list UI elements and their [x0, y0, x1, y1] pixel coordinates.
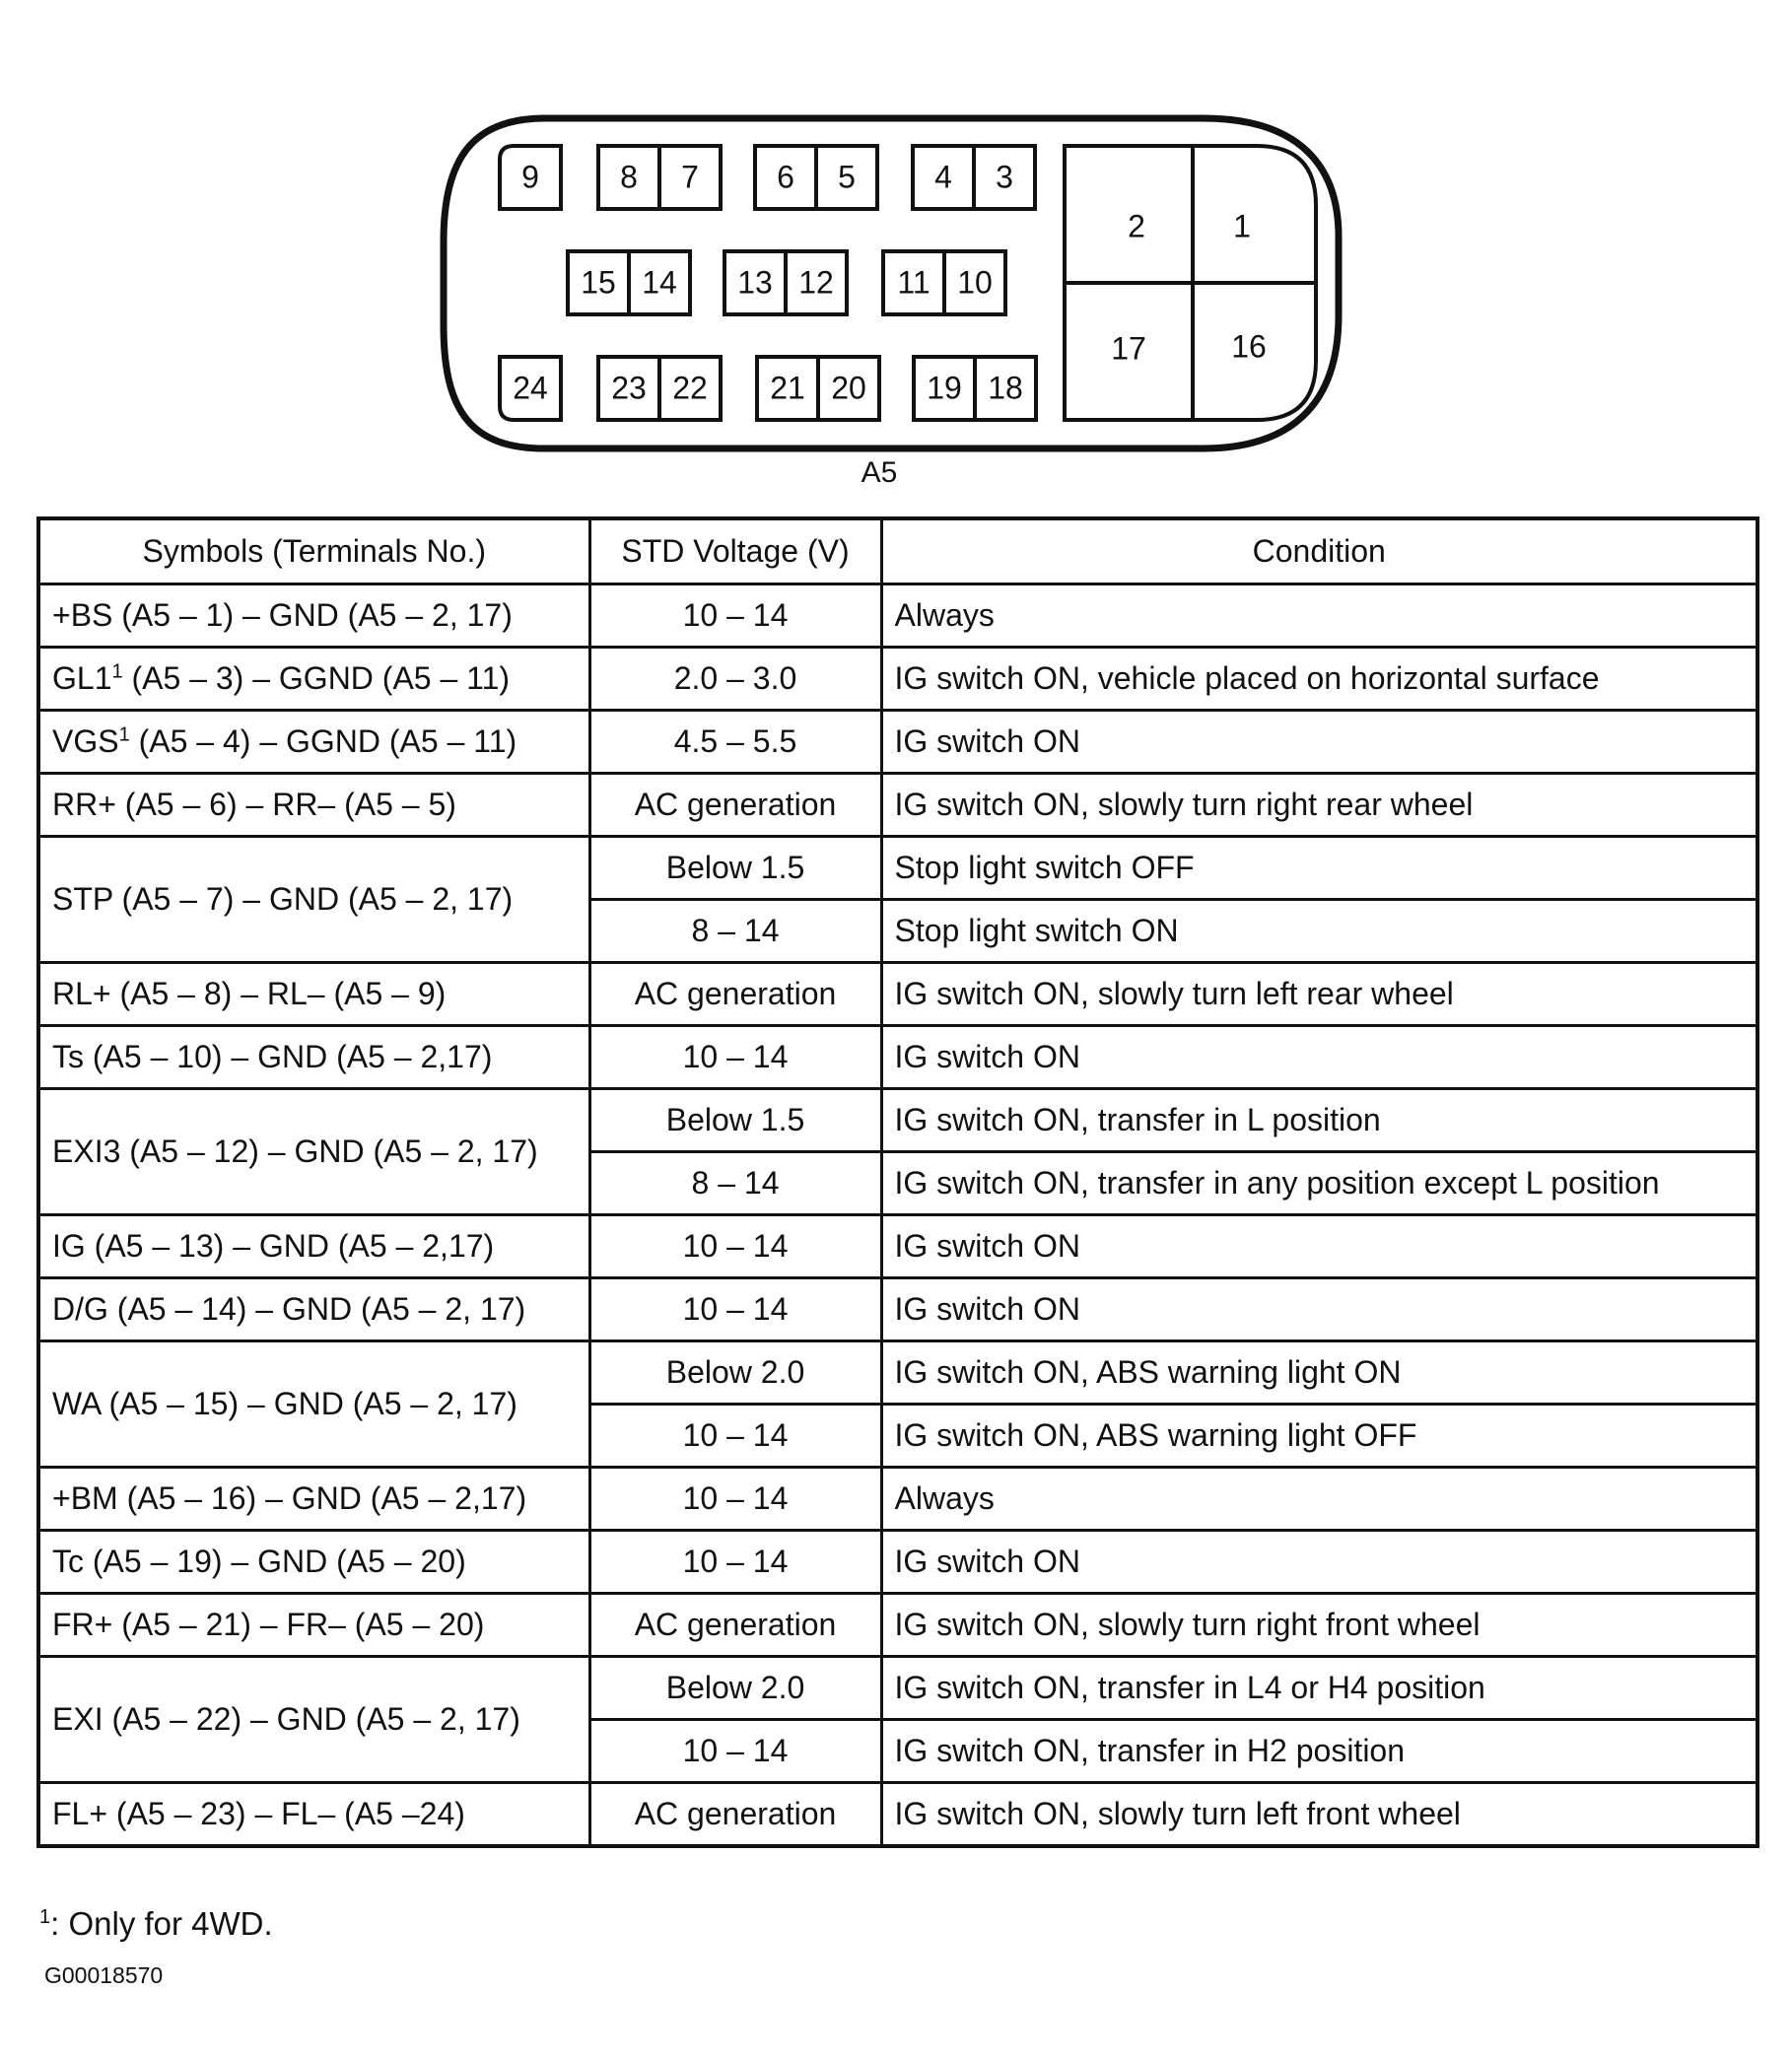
cell-condition: IG switch ON, ABS warning light ON — [881, 1341, 1758, 1405]
terminal-label-17: 17 — [1111, 330, 1146, 367]
terminal-label-23: 23 — [611, 370, 647, 406]
terminal-label-12: 12 — [798, 264, 834, 301]
figure-id: G00018570 — [44, 1962, 164, 1988]
terminal-label-22: 22 — [672, 370, 708, 406]
cell-symbol — [38, 837, 589, 963]
header-symbols: Symbols (Terminals No.) — [38, 518, 589, 584]
terminal-label-13: 13 — [737, 264, 773, 301]
terminal-label-7: 7 — [681, 159, 699, 195]
cell-condition: Always — [881, 584, 1758, 648]
terminal-label-4: 4 — [934, 159, 952, 195]
table-row — [38, 1089, 1758, 1152]
table-row — [38, 584, 1758, 648]
cell-condition: IG switch ON — [881, 711, 1758, 774]
connector-a5-diagram — [0, 0, 1792, 493]
cell-condition: IG switch ON, slowly turn left front wheel — [881, 1783, 1758, 1847]
cell-symbol — [38, 1026, 589, 1089]
cell-std-voltage: 10 – 14 — [589, 1215, 881, 1278]
symbol-text: VGS — [52, 723, 119, 759]
terminal-label-1: 1 — [1233, 208, 1251, 244]
table-row — [38, 1278, 1758, 1341]
cell-std-voltage: 10 – 14 — [589, 1026, 881, 1089]
cell-symbol — [38, 1089, 589, 1215]
terminal-voltage-table — [36, 516, 1759, 1848]
cell-symbol — [38, 1341, 589, 1468]
cell-symbol — [38, 1657, 589, 1783]
symbol-text: FL+ (A5 – 23) – FL– (A5 –24) — [52, 1796, 465, 1831]
terminal-label-3: 3 — [996, 159, 1013, 195]
symbol-text: +BS (A5 – 1) – GND (A5 – 2, 17) — [52, 597, 513, 633]
terminal-label-15: 15 — [581, 264, 616, 301]
footnote-marker: 1 — [39, 1906, 51, 1928]
table-row — [38, 1215, 1758, 1278]
cell-condition: IG switch ON, vehicle placed on horizontal surface — [881, 648, 1758, 711]
terminal-label-18: 18 — [988, 370, 1023, 406]
terminal-label-2: 2 — [1128, 208, 1145, 244]
cell-symbol — [38, 963, 589, 1026]
terminal-label-6: 6 — [777, 159, 794, 195]
cell-std-voltage: Below 1.5 — [589, 1089, 881, 1152]
symbol-text: RR+ (A5 – 6) – RR– (A5 – 5) — [52, 787, 456, 822]
terminal-label-5: 5 — [838, 159, 856, 195]
symbol-text: WA (A5 – 15) – GND (A5 – 2, 17) — [52, 1386, 517, 1421]
table-row — [38, 774, 1758, 837]
cell-symbol — [38, 1783, 589, 1847]
cell-condition: IG switch ON, transfer in L position — [881, 1089, 1758, 1152]
cell-condition: Always — [881, 1468, 1758, 1531]
symbol-text: Ts (A5 – 10) – GND (A5 – 2,17) — [52, 1039, 493, 1074]
cell-std-voltage: 10 – 14 — [589, 1468, 881, 1531]
cell-std-voltage: 4.5 – 5.5 — [589, 711, 881, 774]
terminal-label-21: 21 — [770, 370, 805, 406]
cell-std-voltage: Below 2.0 — [589, 1657, 881, 1720]
cell-condition: IG switch ON, transfer in any position except L position — [881, 1152, 1758, 1215]
cell-condition: IG switch ON, slowly turn right front wheel — [881, 1594, 1758, 1657]
cell-std-voltage: AC generation — [589, 774, 881, 837]
table-row — [38, 837, 1758, 900]
cell-condition: Stop light switch ON — [881, 900, 1758, 963]
cell-std-voltage: 10 – 14 — [589, 1405, 881, 1468]
cell-std-voltage: 10 – 14 — [589, 1720, 881, 1783]
symbol-text-rest: (A5 – 4) – GGND (A5 – 11) — [129, 723, 517, 759]
cell-std-voltage: Below 2.0 — [589, 1341, 881, 1405]
cell-condition: IG switch ON, transfer in L4 or H4 position — [881, 1657, 1758, 1720]
terminal-label-19: 19 — [927, 370, 962, 406]
cell-std-voltage: 10 – 14 — [589, 1278, 881, 1341]
cell-std-voltage: AC generation — [589, 1783, 881, 1847]
symbol-text: +BM (A5 – 16) – GND (A5 – 2,17) — [52, 1480, 527, 1516]
footnote-ref: 1 — [118, 723, 130, 746]
terminal-label-11: 11 — [897, 264, 930, 301]
header-std-voltage: STD Voltage (V) — [589, 518, 881, 584]
cell-symbol — [38, 648, 589, 711]
cell-symbol — [38, 711, 589, 774]
terminal-label-20: 20 — [831, 370, 866, 406]
table-header-row — [38, 518, 1758, 584]
cell-std-voltage: AC generation — [589, 963, 881, 1026]
cell-symbol — [38, 1594, 589, 1657]
terminal-label-9: 9 — [521, 159, 539, 195]
cell-std-voltage: 10 – 14 — [589, 1531, 881, 1594]
footnote — [39, 1905, 273, 1943]
terminal-label-24: 24 — [513, 370, 548, 406]
footnote-ref: 1 — [111, 660, 123, 683]
table-row — [38, 1531, 1758, 1594]
table-row — [38, 963, 1758, 1026]
symbol-text: RL+ (A5 – 8) – RL– (A5 – 9) — [52, 976, 447, 1011]
cell-condition: IG switch ON — [881, 1531, 1758, 1594]
cell-symbol — [38, 1531, 589, 1594]
cell-std-voltage: AC generation — [589, 1594, 881, 1657]
table-row — [38, 1657, 1758, 1720]
symbol-text-rest: (A5 – 3) – GGND (A5 – 11) — [122, 660, 511, 696]
terminal-label-10: 10 — [957, 264, 993, 301]
symbol-text: IG (A5 – 13) – GND (A5 – 2,17) — [52, 1228, 495, 1264]
table-row — [38, 1341, 1758, 1405]
cell-condition: IG switch ON, ABS warning light OFF — [881, 1405, 1758, 1468]
table-row — [38, 711, 1758, 774]
symbol-text: GL1 — [52, 660, 112, 696]
terminal-label-8: 8 — [620, 159, 638, 195]
connector-name: A5 — [861, 456, 898, 489]
table-row — [38, 1468, 1758, 1531]
table-row — [38, 1026, 1758, 1089]
header-condition: Condition — [881, 518, 1758, 584]
cell-condition: IG switch ON, slowly turn left rear wheel — [881, 963, 1758, 1026]
cell-std-voltage: 10 – 14 — [589, 584, 881, 648]
cell-condition: Stop light switch OFF — [881, 837, 1758, 900]
cell-std-voltage: 2.0 – 3.0 — [589, 648, 881, 711]
cell-symbol — [38, 1278, 589, 1341]
table-row — [38, 1783, 1758, 1847]
cell-std-voltage: 8 – 14 — [589, 1152, 881, 1215]
cell-std-voltage: Below 1.5 — [589, 837, 881, 900]
cell-condition: IG switch ON — [881, 1215, 1758, 1278]
cell-symbol — [38, 584, 589, 648]
cell-symbol — [38, 774, 589, 837]
symbol-text: FR+ (A5 – 21) – FR– (A5 – 20) — [52, 1607, 485, 1642]
symbol-text: D/G (A5 – 14) – GND (A5 – 2, 17) — [52, 1291, 526, 1327]
cell-symbol — [38, 1468, 589, 1531]
table-row — [38, 648, 1758, 711]
cell-condition: IG switch ON, slowly turn right rear wheel — [881, 774, 1758, 837]
cell-condition: IG switch ON — [881, 1278, 1758, 1341]
cell-condition: IG switch ON — [881, 1026, 1758, 1089]
symbol-text: STP (A5 – 7) – GND (A5 – 2, 17) — [52, 881, 514, 917]
footnote-text: : Only for 4WD. — [50, 1905, 273, 1942]
cell-condition: IG switch ON, transfer in H2 position — [881, 1720, 1758, 1783]
symbol-text: Tc (A5 – 19) – GND (A5 – 20) — [52, 1544, 466, 1579]
cell-symbol — [38, 1215, 589, 1278]
terminal-label-16: 16 — [1231, 328, 1267, 365]
cell-std-voltage: 8 – 14 — [589, 900, 881, 963]
terminal-label-14: 14 — [642, 264, 677, 301]
symbol-text: EXI3 (A5 – 12) – GND (A5 – 2, 17) — [52, 1134, 538, 1169]
symbol-text: EXI (A5 – 22) – GND (A5 – 2, 17) — [52, 1701, 520, 1737]
table-row — [38, 1594, 1758, 1657]
